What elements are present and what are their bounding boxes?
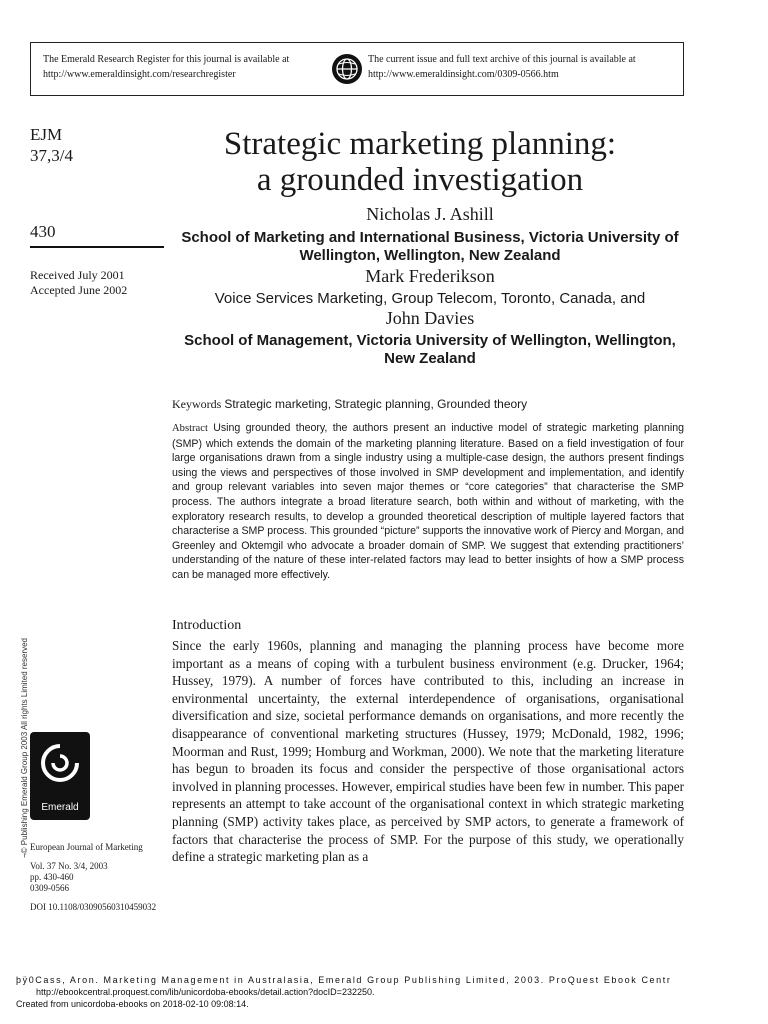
keywords [172,397,527,412]
author-affiliation: School of Marketing and International Business, Victoria University of Wellington, Wellington, New Zealand [181,229,679,264]
journal-abbrev: EJM [30,125,63,144]
author-name: John Davies [385,308,475,328]
register-right [368,52,678,82]
journal-issue: Vol. 37 No. 3/4, 2003 [30,861,108,871]
journal-name: European Journal of Marketing [30,842,143,852]
register-right-line1: The current issue and full text archive of this journal is available at [368,54,636,65]
register-right-url[interactable]: http://www.emeraldinsight.com/0309-0566.htm [368,69,559,80]
page-number-rule [30,246,164,248]
section-heading: Introduction [172,618,242,633]
keywords-label: Keywords [172,397,222,411]
footer-citation: þÿ0Cass, Aron. Marketing Management in Australasia, Emerald Group Publishing Limited, 2003. ProQuest Ebook Centr [16,975,672,985]
title-line-1: Strategic marketing planning: [223,126,617,162]
title-line-2: a grounded investigation [256,162,584,198]
author-affiliation: School of Management, Victoria University of Wellington, Wellington, New Zealand [184,332,676,367]
journal-volume: 37,3/4 [30,146,73,165]
emerald-logo [30,732,90,820]
author-affiliation: Voice Services Marketing, Group Telecom, Toronto, Canada, and [214,290,646,307]
abstract [172,421,684,583]
introduction-body: Since the early 1960s, planning and managing the planning process have become more important as a means of coping with a turbulent business environment (e.g. Drucker, 1964; Hussey, 1979). A number of forces have contributed to this, including an increase in environmental uncertainty, the external interdependence of organisations, organisational diversification and size, societal performance demands on organisations, and more recently the disappearance of conventional marketing structures (Hussey, 1979; McDonald, 1982, 1996; Moorman and Rust, 1999; Homburg and Workman, 2000). We note that the marketing literature has begun to broaden its focus and consider the perspective of those organisational actors involved in planning processes. However, empirical studies have been few in number. This paper represents an attempt to take account of the organisational context in which strategic marketing planning (SMP) activity takes place, as perceived by SMP actors, to generate a framework of factors that characterise the process of SMP. For the purpose of this study, we operationally define a strategic marketing plan as a [172,638,684,865]
register-left-url[interactable]: http://www.emeraldinsight.com/researchregister [43,69,236,80]
journal-doi: DOI 10.1108/03090560310459032 [30,902,157,912]
register-box [30,42,684,96]
page-number: 430 [30,222,56,241]
author-name: Nicholas J. Ashill [366,204,494,224]
received-date: Received July 2001 [30,268,125,282]
abstract-text: Using grounded theory, the authors present an inductive model of strategic marketing planning (SMP) which extends the domain of the marketing planning literature. Based on a field investigation of four large organisations drawn from a single industry using a multiple-case design, the authors present findings using the views and perspectives of those involved in SMP development and implementation, and identify and group relevant variables into seven major themes or “core categories” that characterise the SMP process. The authors integrate a broad literature search, both within and without of marketing, with the exploratory research results, to develop a grounded theoretical description of multiple layered factors that characterise a SMP process. This grounded “picture” supports the innovative work of Piercy and Morgan, and Greenley and Oktemgil who advocate a broader domain of SMP. We suggest that extending practitioners’ understanding of the nature of these inter-related factors may lead to better insights of how a SMP process can be managed more effectively. [172,422,684,581]
logo-text: Emerald [41,802,79,813]
copyright-strip: ¬© Publishing Emerald Group 2003 All rights Limited reserved [20,637,29,858]
register-left [43,52,333,82]
journal-info [30,842,156,913]
author-name: Mark Frederikson [365,266,495,286]
journal-pages: pp. 430-460 [30,872,74,882]
accepted-date: Accepted June 2002 [30,283,128,297]
journal-code [30,124,73,166]
globe-icon [331,53,363,85]
footer-url[interactable]: http://ebookcentral.proquest.com/lib/unicordoba-ebooks/detail.action?docID=232250. [36,987,375,997]
abstract-label: Abstract [172,423,208,434]
submission-dates [30,268,127,298]
keywords-text: Strategic marketing, Strategic planning, Grounded theory [224,397,528,411]
footer-created: Created from unicordoba-ebooks on 2018-02-10 09:08:14. [16,999,249,1009]
journal-issn: 0309-0566 [30,883,69,893]
article-title [190,126,650,198]
register-left-line1: The Emerald Research Register for this journal is available at [43,54,290,65]
